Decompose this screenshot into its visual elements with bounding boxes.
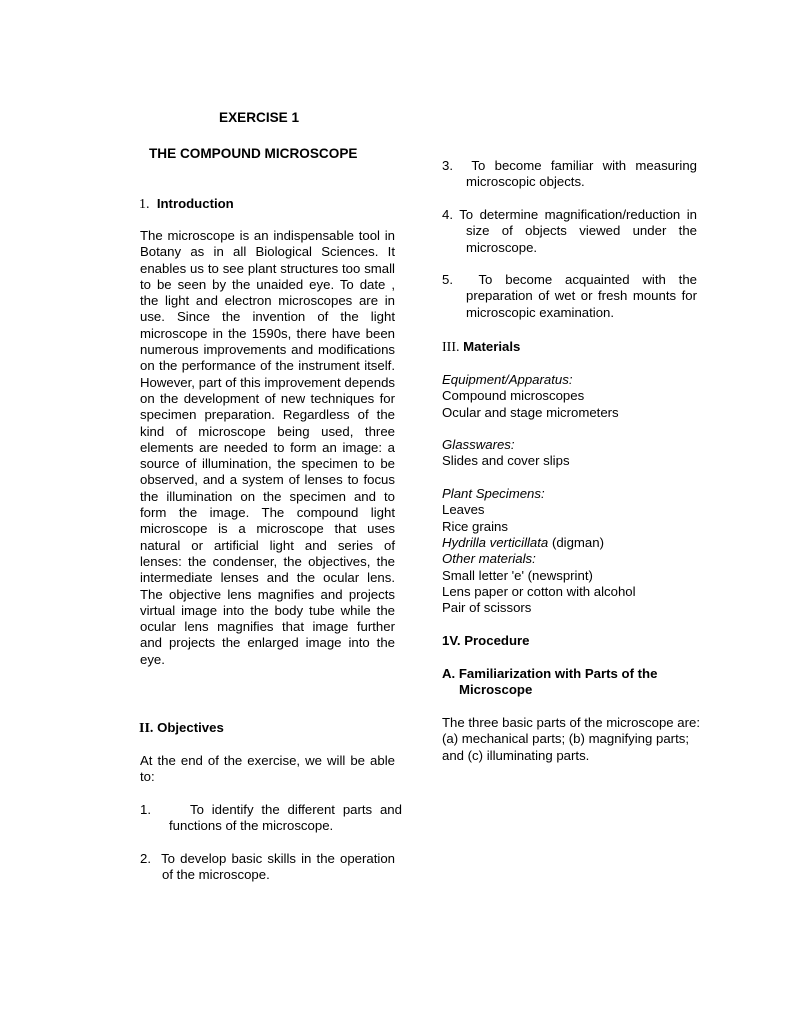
- objective-item: [140, 802, 402, 835]
- equipment-label: Equipment/Apparatus:: [442, 372, 573, 387]
- procedure-subheading: A. Familiarization with Parts of the Microscope: [442, 666, 658, 698]
- common-name: (digman): [551, 534, 604, 550]
- objective-item: [442, 272, 697, 321]
- page-title: THE COMPOUND MICROSCOPE: [149, 146, 358, 161]
- item-text: To become familiar with measuring microscopic objects.: [466, 158, 697, 190]
- objectives-intro: At the end of the exercise, we will be able to:: [140, 753, 395, 785]
- objectives-heading: [139, 720, 224, 737]
- introduction-body: The microscope is an indispensable tool in Botany as in all Biological Sciences. It enables us to see plant structures too small to be seen by the unaided eye. To date , the light and electron microscopes are in use. Since the invention of the light microscope in the 1590s, there have been numerous improvements and modifications on the performance of the instrument itself. However, part of this improvement depends on the development of new techniques for specimen preparation. Regardless of the kind of microscope being used, three elements are needed to form an image: a source of illumination, the specimen to be observed, and a system of lenses to focus the illumination on the specimen and to form the image. The compound light microscope is a microscope that uses natural or artificial light and series of lenses: the condenser, the objectives, the intermediate lenses and the ocular lens. The objective lens magnifies and projects virtual image into the body tube while the ocular lens magnifies that image further and projects the enlarged image into the eye.: [140, 228, 395, 667]
- other-materials-label: Other materials:: [442, 551, 536, 567]
- item-number: 3.: [442, 158, 453, 173]
- materials-list: [442, 372, 636, 616]
- objective-item: [442, 158, 697, 191]
- plant-specimens-label: Plant Specimens:: [442, 486, 545, 502]
- section-number: II.: [139, 721, 154, 736]
- item-text: To develop basic skills in the operation of the microscope.: [161, 851, 395, 883]
- material-item: Leaves: [442, 502, 485, 518]
- species-name: Hydrilla verticillata: [442, 534, 549, 550]
- material-item: Compound microscopes: [442, 388, 585, 404]
- item-number: 4.: [442, 207, 453, 222]
- procedure-heading: 1V. Procedure: [442, 633, 530, 648]
- material-item: Lens paper or cotton with alcohol: [442, 583, 636, 599]
- procedure-body: The three basic parts of the microscope are: (a) mechanical parts; (b) magnifying parts; and (c) illuminating parts.: [442, 715, 701, 763]
- section-heading: Objectives: [157, 720, 224, 735]
- item-number: 5.: [442, 272, 453, 287]
- introduction-heading: [139, 196, 234, 213]
- material-item: Rice grains: [442, 518, 508, 534]
- material-item: [442, 535, 636, 551]
- material-item: Ocular and stage micrometers: [442, 404, 619, 420]
- item-text: To determine magnification/reduction in size of objects viewed under the microscope.: [459, 207, 697, 255]
- section-heading: Materials: [463, 339, 521, 354]
- item-number: 1.: [140, 802, 151, 817]
- section-number: III.: [442, 340, 460, 355]
- materials-heading: [442, 339, 520, 356]
- exercise-label: EXERCISE 1: [219, 110, 300, 125]
- section-heading: Introduction: [156, 196, 234, 211]
- section-number: 1.: [139, 197, 150, 212]
- material-item: Small letter 'e' (newsprint): [442, 567, 593, 583]
- material-item: Slides and cover slips: [442, 453, 570, 469]
- item-text: To identify the different parts and functions of the microscope.: [169, 802, 402, 834]
- material-item: Pair of scissors: [442, 600, 532, 616]
- objective-item: [140, 851, 395, 884]
- objective-item: [442, 207, 697, 256]
- glassware-label: Glasswares:: [442, 437, 515, 453]
- item-text: To become acquainted with the preparation of wet or fresh mounts for microscopic examination.: [466, 272, 698, 320]
- item-number: 2.: [140, 851, 151, 866]
